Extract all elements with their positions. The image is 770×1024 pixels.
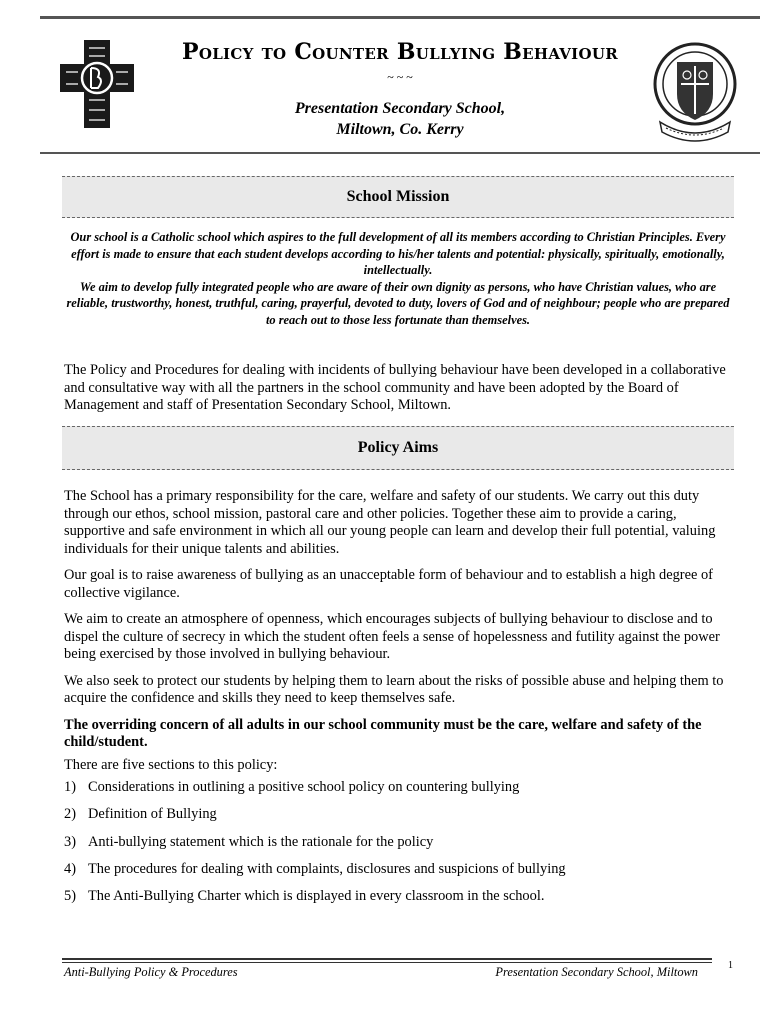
list-item [64, 779, 732, 797]
overriding-concern: The overriding concern of all adults in our school community must be the care, welfare and safety of the child/student. [64, 716, 702, 750]
sections-list [64, 779, 732, 906]
sections-intro: There are five sections to this policy: [64, 756, 278, 773]
list-text: Anti-bullying statement which is the rationale for the policy [88, 833, 434, 850]
policy-aims-body [64, 488, 732, 915]
cross-logo-icon [58, 38, 136, 130]
list-text: The Anti-Bullying Charter which is displayed in every classroom in the school. [88, 888, 545, 905]
page-title: Policy to Counter Bullying Behaviour [182, 39, 618, 65]
school-name [140, 98, 660, 140]
footer-rule [62, 958, 712, 960]
aims-paragraph: Our goal is to raise awareness of bullying as an unacceptable form of behaviour and to establish a high degree of collective vigilance. [64, 567, 713, 601]
school-line-2: Miltown, Co. Kerry [336, 121, 464, 138]
list-text: Considerations in outlining a positive school policy on countering bullying [88, 779, 520, 795]
list-number: 2) [64, 806, 76, 823]
list-text: The procedures for dealing with complaints, disclosures and suspicions of bullying [88, 860, 566, 877]
school-crest-icon [652, 34, 738, 146]
aims-paragraph: We also seek to protect our students by helping them to learn about the risks of possible abuse and helping them to acquire the confidence and skills they need to keep themselves safe. [64, 672, 724, 706]
list-number: 5) [64, 888, 76, 905]
mission-paragraph: Our school is a Catholic school which aspires to the full development of all its members according to Christian Principles. Every effort is made to ensure that each student develops according to his/her talents and potential: physically, spiritually, emotionally, intellectually. [70, 230, 726, 277]
footer-rule [62, 962, 712, 963]
page-number: 1 [728, 960, 733, 971]
footer-right: Presentation Secondary School, Miltown [495, 965, 698, 979]
footer-left: Anti-Bullying Policy & Procedures [64, 965, 238, 979]
top-rule [40, 16, 760, 19]
intro-paragraph [64, 362, 732, 415]
header-rule [40, 152, 760, 154]
list-number: 3) [64, 833, 76, 850]
mission-statement [66, 229, 730, 328]
aims-paragraph: We aim to create an atmosphere of openness, which encourages subjects of bullying behaviour to disclose and to dispel the culture of secrecy in which the student often feels a sense of hopelessness and futility against the power being exercised by those involved in bullying behaviour. [64, 611, 720, 662]
aims-paragraph: The School has a primary responsibility for the care, welfare and safety of our students. We carry out this duty through our ethos, school mission, pastoral care and other policies. Together these aim to provide a caring, supportive and safe environment in which all our young people can learn and develop their full potential, valuing individuals for their unique talents and abilities. [64, 488, 716, 557]
school-line-1: Presentation Secondary School, [294, 100, 506, 117]
policy-aims-heading: Policy Aims [62, 426, 734, 470]
mission-paragraph: We aim to develop fully integrated people who are aware of their own dignity as persons, who have Christian values, who are reliable, trustworthy, honest, truthful, caring, prayerful, devoted to duty, lovers of God and of neighbour; people who are prepared to reach out to those less fortunate than themselves. [66, 279, 730, 327]
list-number: 1) [64, 779, 76, 795]
intro-text: The Policy and Procedures for dealing with incidents of bullying behaviour have been developed in a collaborative and consultative way with all the partners in the school community and have been adopted by the Board of Management and staff of Presentation Secondary School, Miltown. [64, 362, 726, 413]
mission-heading: School Mission [62, 176, 734, 218]
title-ornament: ~ ~ ~ [387, 70, 413, 84]
list-item [64, 888, 732, 906]
list-item [64, 861, 732, 879]
list-number: 4) [64, 860, 76, 877]
list-item [64, 834, 732, 852]
list-text: Definition of Bullying [88, 806, 217, 823]
list-item [64, 806, 732, 824]
